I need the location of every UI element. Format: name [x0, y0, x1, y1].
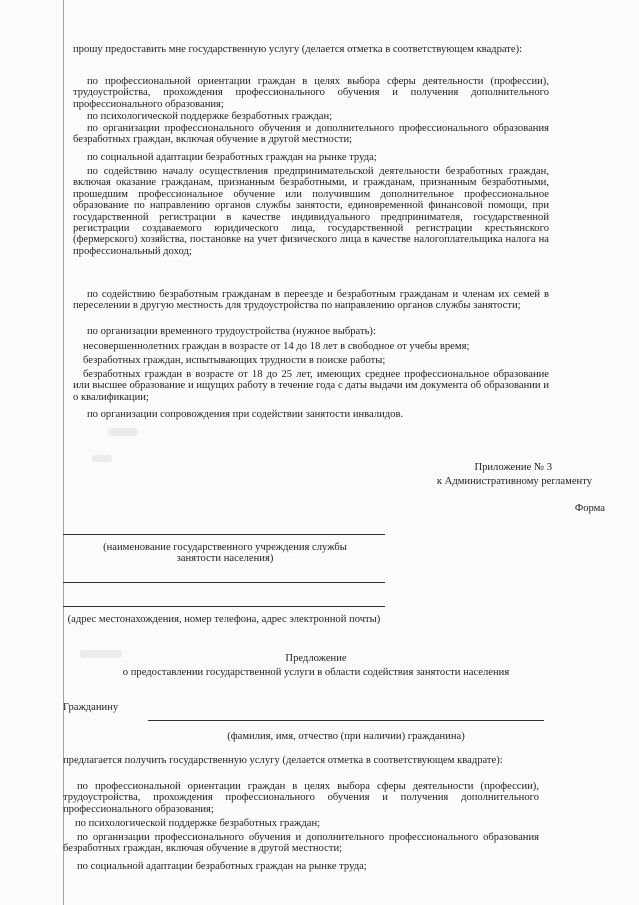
scan-smudge — [108, 428, 138, 436]
proposal-intro: предлагается получить государственную услугу (делается отметка в соответствующем квадрате): — [63, 755, 503, 766]
address-caption: (адрес местонахождения, номер телефона, адрес электронной почты) — [67, 614, 381, 625]
proposal-subtitle: о предоставлении государственной услуги в области содействия занятости населения — [122, 667, 510, 678]
service-item-4: по социальной адаптации безработных граждан на рынке труда; — [87, 152, 377, 163]
service-item-8: по организации сопровождения при содействии занятости инвалидов. — [87, 409, 404, 420]
appendix-reference: к Административному регламенту — [436, 476, 592, 487]
proposal-item-3: по организации профессионального обучения и дополнительного профессионального образования безработных граждан, включая обучение в другой местности; — [63, 832, 539, 855]
proposal-item-2: по психологической поддержке безработных граждан; — [75, 818, 321, 829]
service-item-7b: безработных граждан, испытывающих трудности в поиске работы; — [83, 355, 386, 366]
request-intro: прошу предоставить мне государственную услугу (делается отметка в соответствующем квадрате): — [73, 44, 523, 55]
proposal-item-1: по профессиональной ориентации граждан в целях выбора сферы деятельности (профессии), трудоустройства, прохождения профессионального обучения и получения дополнительного профессионального образования; — [63, 781, 539, 815]
institution-caption: (наименование государственного учреждения службы занятости населения) — [103, 542, 347, 565]
service-item-7: по организации временного трудоустройства (нужное выбрать): — [87, 326, 376, 337]
citizen-label: Гражданину — [63, 702, 119, 713]
service-item-7c: безработных граждан в возрасте от 18 до 25 лет, имеющих среднее профессиональное образование или высшее образование и ищущих работу в течение года с даты выдачи им документа об образовании и о квалификации; — [73, 369, 549, 403]
service-item-5: по содействию началу осуществления предпринимательской деятельности безработных граждан, включая оказание гражданам, признанным безработными, и гражданам, признанным безработными, прошедшим профессиональное обучение или получившим дополнительное профессиональное образование по направлению органов службы занятости, единовременной финансовой помощи, при государственной регистрации в качестве индивидуального предпринимателя, государственной регистрации создаваемого юридического лица, государственной регистрации крестьянского (фермерского) хозяйства, постановке на учет физического лица в качестве налогоплательщика налога на профессиональный доход; — [73, 166, 549, 257]
citizen-caption: (фамилия, имя, отчество (при наличии) гражданина) — [227, 731, 465, 742]
institution-line — [63, 534, 385, 535]
proposal-item-4: по социальной адаптации безработных граждан на рынке труда; — [77, 861, 367, 872]
proposal-title: Предложение — [285, 653, 347, 664]
service-item-6: по содействию безработным гражданам в переезде и безработным гражданам и членам их семей в переселении в другую местность для трудоустройства по направлению органов службы занятости; — [73, 289, 549, 312]
service-item-1: по профессиональной ориентации граждан в целях выбора сферы деятельности (профессии), трудоустройства, прохождения профессионального обучения и получения дополнительного профессионального образования; — [73, 76, 549, 110]
service-item-2: по психологической поддержке безработных граждан; — [87, 111, 333, 122]
citizen-line — [148, 720, 544, 721]
form-label: Форма — [574, 503, 605, 514]
address-line — [63, 606, 385, 607]
institution-line-2 — [63, 582, 385, 583]
service-item-7a: несовершеннолетних граждан в возрасте от 14 до 18 лет в свободное от учебы время; — [83, 341, 470, 352]
appendix-number: Приложение № 3 — [474, 462, 552, 473]
scan-fold-line — [63, 0, 64, 905]
service-item-3: по организации профессионального обучения и дополнительного профессионального образования безработных граждан, включая обучение в другой местности; — [73, 123, 549, 146]
scan-smudge — [92, 455, 112, 462]
